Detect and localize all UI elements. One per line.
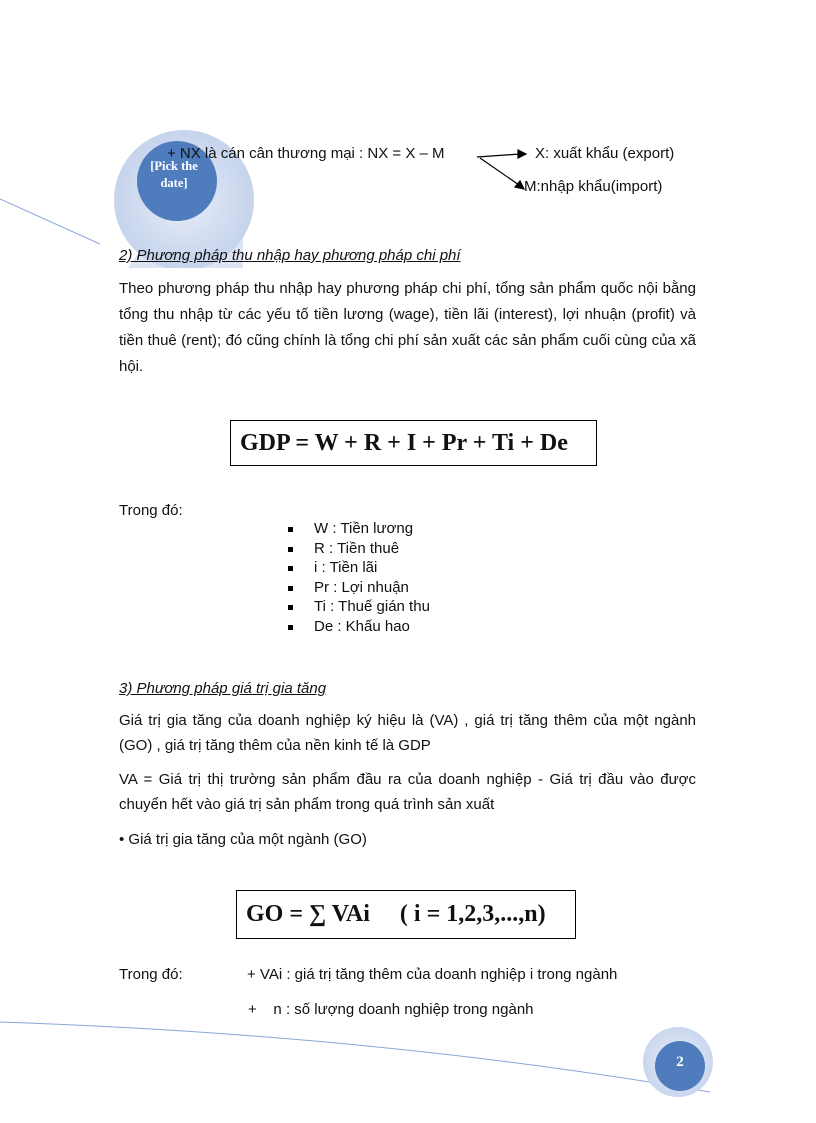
list-item: Ti : Thuế gián thu	[284, 597, 430, 617]
section-2-heading	[119, 247, 461, 264]
gdp-formula: GDP = W + R + I + Pr + Ti + De	[240, 429, 568, 456]
gdp-terms-list	[284, 519, 430, 637]
section-2-heading-text: 2) Phương pháp thu nhập hay phương pháp chi phí	[119, 247, 461, 264]
list-item: i : Tiền lãi	[284, 558, 430, 578]
import-label: M:nhập khẩu(import)	[524, 178, 663, 195]
section-3-paragraph-2: VA = Giá trị thị trường sản phẩm đầu ra của doanh nghiệp - Giá trị đầu vào được chuyển hết vào giá trị sản phẩm trong quá trình sản xuất	[119, 771, 696, 813]
section-3-heading-text: 3) Phương pháp giá trị gia tăng	[119, 680, 327, 697]
list-item: Pr : Lợi nhuận	[284, 578, 430, 598]
go-note-n: + n : số lượng doanh nghiệp trong ngành	[248, 1001, 534, 1018]
list-item: W : Tiền lương	[284, 519, 430, 539]
nx-arrows	[477, 150, 526, 189]
export-label: X: xuất khẩu (export)	[535, 145, 675, 162]
list-item: De : Khấu hao	[284, 617, 430, 637]
list-item: R : Tiền thuê	[284, 539, 430, 559]
go-formula-box	[236, 890, 576, 939]
gdp-formula-box	[230, 420, 597, 466]
page-number: 2	[676, 1054, 684, 1070]
section-3-heading	[119, 680, 326, 697]
section-3-paragraph-1: Giá trị gia tăng của doanh nghiệp ký hiệu là (VA) , giá trị tăng thêm của một ngành (GO) , giá trị tăng thêm của nền kinh tế là GDP	[119, 712, 696, 754]
section-3-where-label: Trong đó:	[119, 966, 183, 983]
section-2-paragraph: Theo phương pháp thu nhập hay phương pháp chi phí, tổng sản phẩm quốc nội bằng tổng thu nhập từ các yếu tố tiền lương (wage), tiền lãi (interest), lợi nhuận (profit) và tiền thuê (rent); đó cũng chính là tổng chi phí sản xuất các sản phẩm cuối cùng của xã hội.	[119, 280, 696, 375]
date-placeholder[interactable]: [Pick the date]	[150, 159, 198, 190]
nx-definition: + NX là cán cân thương mại : NX = X – M	[167, 145, 445, 162]
go-bullet: • Giá trị gia tăng của một ngành (GO)	[119, 831, 367, 848]
go-note-vai: + VAi : giá trị tăng thêm của doanh nghiệp i trong ngành	[247, 966, 618, 983]
section-2-where-label: Trong đó:	[119, 502, 183, 519]
go-formula: GO = ∑ VAi ( i = 1,2,3,...,n)	[246, 901, 546, 927]
